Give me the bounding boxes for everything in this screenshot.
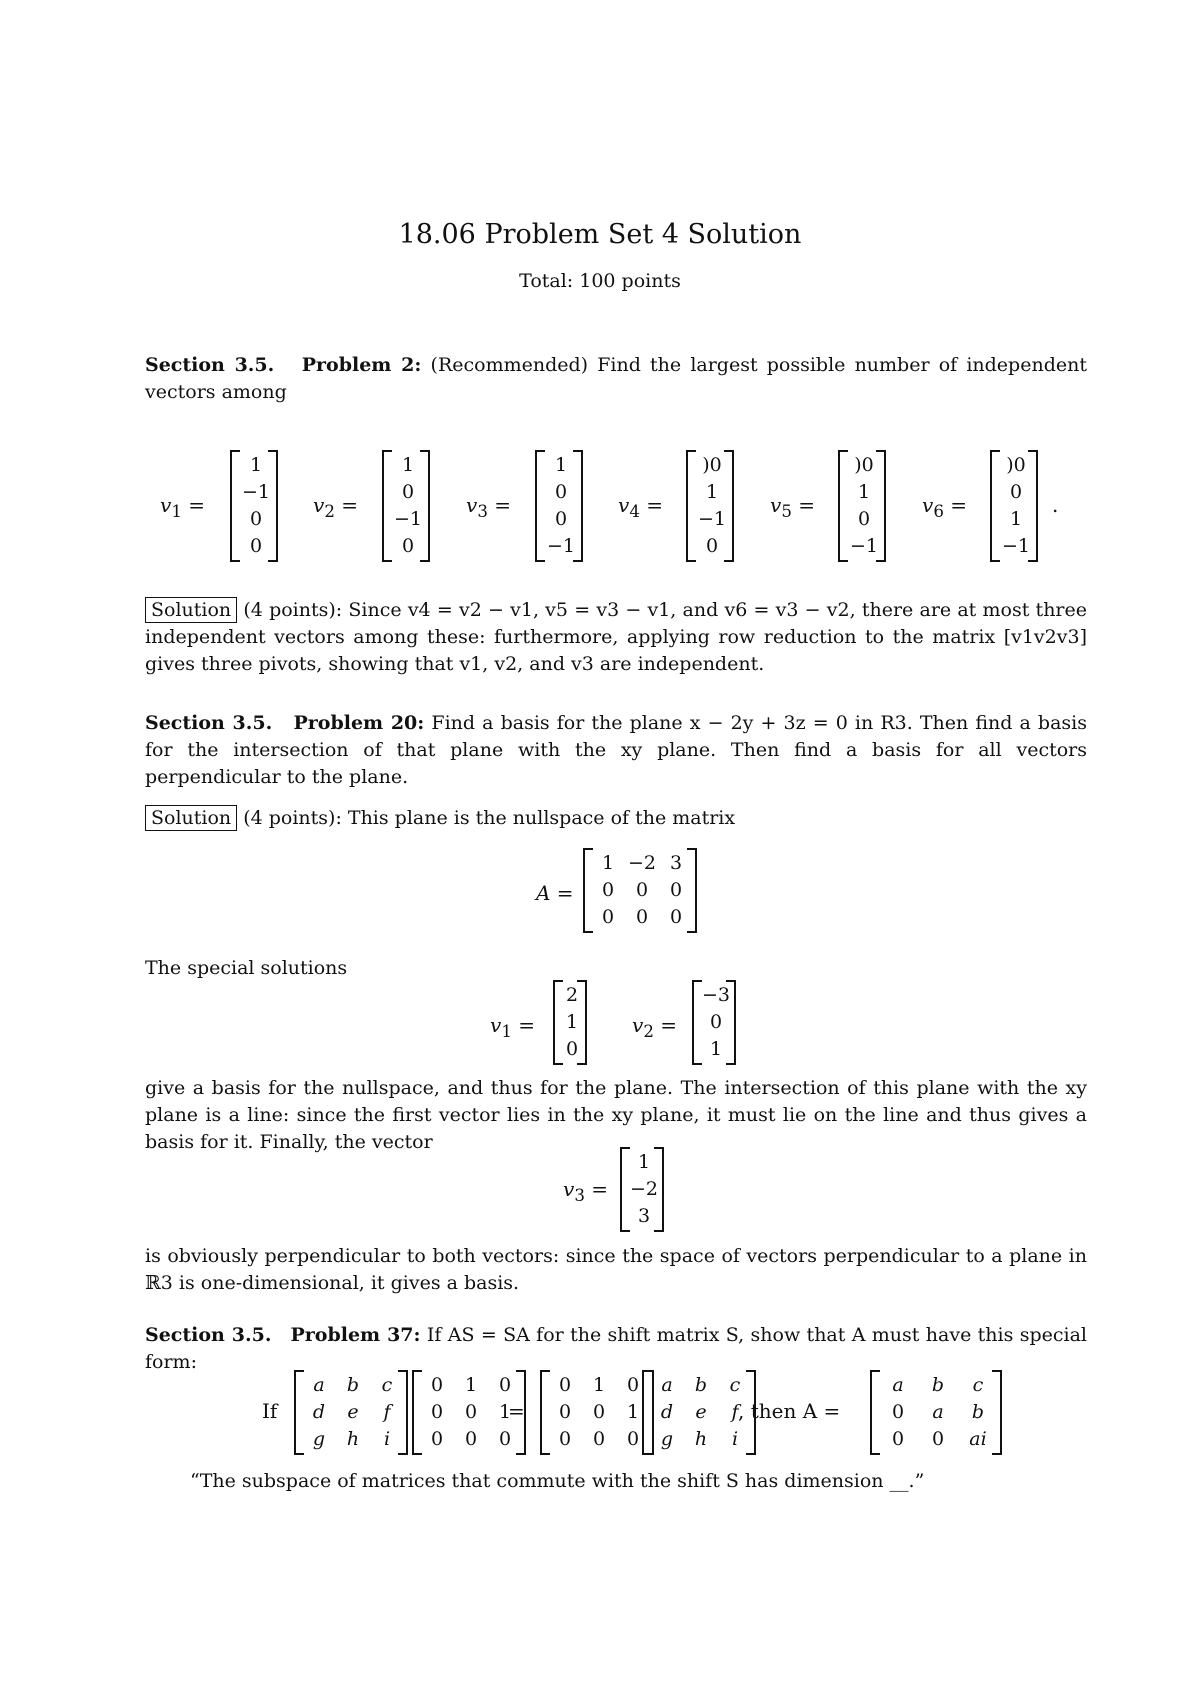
- bracket-tick: [726, 1063, 734, 1065]
- special-solutions-text: The special solutions: [145, 957, 348, 979]
- page-subtitle: Total: 100 points: [519, 270, 681, 292]
- matrix-entry: 0: [635, 879, 649, 901]
- problem-label: Problem 2:: [301, 354, 422, 376]
- vector-v4: [686, 450, 734, 562]
- bracket-tick: [296, 1453, 304, 1455]
- vector-v1: [553, 980, 587, 1065]
- matrix-entry: 0: [464, 1428, 478, 1450]
- solution-label: Solution: [145, 597, 237, 623]
- matrix-entry: a: [892, 1374, 904, 1396]
- matrix-entry: 0: [626, 1428, 640, 1450]
- matrix-entry: g: [312, 1428, 326, 1450]
- matrix-entry: 0: [709, 1011, 723, 1033]
- matrix-entry: 1: [592, 1374, 606, 1396]
- matrix-entry: −3: [701, 984, 730, 1006]
- vector-v2: [692, 980, 736, 1065]
- matrix-entry: −1: [546, 535, 575, 557]
- bracket-tick: [414, 1453, 422, 1455]
- matrix-entry: 0: [601, 879, 615, 901]
- matrix-entry: f: [731, 1401, 739, 1423]
- period: .: [1052, 493, 1059, 517]
- matrix-entry: −1: [1001, 535, 1030, 557]
- bracket-tick: [577, 1063, 585, 1065]
- problem-20-solution: [145, 805, 1087, 832]
- matrix-a-label: A =: [536, 881, 574, 905]
- vector-label-v4: $v_4$ =: [618, 493, 664, 521]
- matrix-entry: 0: [705, 535, 719, 557]
- vector-label-v3: $v_3$ =: [466, 493, 512, 521]
- matrix-entry: 1: [249, 454, 263, 476]
- matrix-entry: 0: [635, 906, 649, 928]
- matrix-entry: 1: [1009, 508, 1023, 530]
- bracket-tick: [516, 1453, 524, 1455]
- bracket-tick: [420, 560, 428, 562]
- matrix-entry: 0: [430, 1428, 444, 1450]
- matrix-entry: )0: [702, 454, 722, 476]
- section-label: Section 3.5.: [145, 1324, 272, 1346]
- matrix-entry: 0: [891, 1428, 905, 1450]
- matrix-entry: −1: [241, 481, 270, 503]
- matrix-entry: 0: [626, 1374, 640, 1396]
- matrix-entry: e: [347, 1401, 359, 1423]
- matrix-a: [583, 848, 697, 933]
- matrix-entry: −1: [849, 535, 878, 557]
- bracket-tick: [746, 1453, 754, 1455]
- matrix-entry: 0: [891, 1401, 905, 1423]
- matrix-entry: 0: [554, 481, 568, 503]
- section-label: Section 3.5.: [145, 354, 275, 376]
- matrix-entry: a: [661, 1374, 673, 1396]
- problem-text: (Recommended) Find the largest possible number of independent vectors among: [145, 354, 1087, 403]
- bracket-tick: [542, 1453, 550, 1455]
- matrix-entry: c: [972, 1374, 984, 1396]
- matrix-entry: ai: [969, 1428, 987, 1450]
- matrix-entry: −1: [697, 508, 726, 530]
- matrix-entry: 0: [249, 535, 263, 557]
- matrix-entry: 0: [601, 906, 615, 928]
- matrix-entry: 0: [558, 1401, 572, 1423]
- matrix-entry: a: [313, 1374, 325, 1396]
- commute-quote: “The subspace of matrices that commute with the shift S has dimension __.”: [190, 1470, 925, 1492]
- matrix-entry: 0: [592, 1428, 606, 1450]
- bracket-tick: [1028, 560, 1036, 562]
- matrix-entry: 0: [430, 1401, 444, 1423]
- matrix-entry: 0: [558, 1374, 572, 1396]
- bracket-tick: [654, 1230, 662, 1232]
- vector-v6: [990, 450, 1038, 562]
- bracket-tick: [555, 1063, 563, 1065]
- bracket-tick: [688, 560, 696, 562]
- bracket-tick: [384, 560, 392, 562]
- matrix-entry: b: [931, 1374, 945, 1396]
- vector-v5: [838, 450, 886, 562]
- matrix-entry: b: [971, 1401, 985, 1423]
- bracket-tick: [537, 560, 545, 562]
- matrix-entry: 0: [592, 1401, 606, 1423]
- bracket-tick: [872, 1453, 880, 1455]
- matrix-entry: 3: [637, 1205, 651, 1227]
- matrix-entry: i: [731, 1428, 739, 1450]
- matrix-a-form: [870, 1370, 1002, 1455]
- matrix-entry: 1: [626, 1401, 640, 1423]
- v1-label: $v_1$ =: [490, 1013, 536, 1041]
- problem-2-solution: [145, 597, 1087, 678]
- bracket-tick: [694, 1063, 702, 1065]
- section-label: Section 3.5.: [145, 712, 273, 734]
- matrix-entry: 0: [430, 1374, 444, 1396]
- matrix-entry: 0: [669, 879, 683, 901]
- matrix-entry: 1: [554, 454, 568, 476]
- vector-label-v1: $v_1$ =: [160, 493, 206, 521]
- problem-label: Problem 37:: [290, 1324, 421, 1346]
- solution-text: (4 points): This plane is the nullspace of the matrix: [243, 807, 736, 829]
- matrix-entry: 0: [401, 535, 415, 557]
- matrix-entry: 2: [565, 984, 579, 1006]
- matrix-entry: −2: [627, 852, 656, 874]
- matrix-entry: )0: [854, 454, 874, 476]
- bracket-tick: [585, 931, 593, 933]
- matrix-entry: h: [346, 1428, 360, 1450]
- v3-label: $v_3$ =: [563, 1177, 609, 1205]
- matrix-entry: 0: [249, 508, 263, 530]
- matrix-entry: 1: [709, 1038, 723, 1060]
- matrix-entry: 1: [705, 481, 719, 503]
- matrix-entry: )0: [1006, 454, 1026, 476]
- matrix-entry: f: [383, 1401, 391, 1423]
- matrix-entry: 1: [601, 852, 615, 874]
- problem-20-text-3: is obviously perpendicular to both vectors: since the space of vectors perpendicular to a plane in ℝ3 is one-dimensional, it gives a basis.: [145, 1245, 1087, 1294]
- matrix-entry: 0: [558, 1428, 572, 1450]
- vector-v3: [620, 1147, 664, 1232]
- solution-text: (4 points): Since v4 = v2 − v1, v5 = v3 − v1, and v6 = v3 − v2, there are at most three independent vectors among these: furthermore, applying row reduction to the matrix [v1v2v3] gives three pivots, showing that v1, v2, and v3 are independent.: [145, 599, 1087, 675]
- matrix-entry: i: [383, 1428, 391, 1450]
- vector-label-v6: $v_6$ =: [922, 493, 968, 521]
- matrix-entry: 1: [637, 1151, 651, 1173]
- bracket-tick: [687, 931, 695, 933]
- problem-text: If AS = SA for the shift matrix S, show that A must have this special form:: [145, 1324, 1087, 1373]
- matrix-entry: d: [312, 1401, 326, 1423]
- problem-text: Find a basis for the plane x − 2y + 3z = 0 in R3. Then find a basis for the intersection of that plane with the xy plane. Then find a basis for all vectors perpendicular to the plane.: [145, 712, 1087, 788]
- matrix-entry: c: [381, 1374, 393, 1396]
- problem-2-statement: [145, 352, 1087, 406]
- matrix-entry: −2: [629, 1178, 658, 1200]
- matrix-entry: h: [694, 1428, 708, 1450]
- vector-v2: [382, 450, 430, 562]
- matrix-entry: g: [660, 1428, 674, 1450]
- bracket-tick: [232, 560, 240, 562]
- page-title: 18.06 Problem Set 4 Solution: [398, 219, 802, 250]
- bracket-tick: [992, 560, 1000, 562]
- bracket-tick: [398, 1453, 406, 1455]
- bracket-tick: [644, 1453, 652, 1455]
- problem-20-statement: [145, 710, 1087, 791]
- equals-sign: =: [508, 1399, 525, 1423]
- matrix-entry: 0: [1009, 481, 1023, 503]
- matrix-entry: c: [729, 1374, 741, 1396]
- matrix-entry: 1: [464, 1374, 478, 1396]
- matrix-entry: 0: [565, 1038, 579, 1060]
- bracket-tick: [268, 560, 276, 562]
- if-label: If: [262, 1399, 278, 1423]
- matrix-entry: 0: [554, 508, 568, 530]
- matrix-entry: 3: [669, 852, 683, 874]
- matrix-entry: 1: [565, 1011, 579, 1033]
- matrix-entry: d: [660, 1401, 674, 1423]
- matrix-abc: [294, 1370, 408, 1455]
- bracket-tick: [840, 560, 848, 562]
- vector-label-v2: $v_2$ =: [313, 493, 359, 521]
- bracket-tick: [724, 560, 732, 562]
- matrix-shift-2: [540, 1370, 654, 1455]
- matrix-entry: b: [346, 1374, 360, 1396]
- matrix-entry: 0: [498, 1428, 512, 1450]
- matrix-entry: 1: [498, 1401, 512, 1423]
- matrix-entry: 0: [498, 1374, 512, 1396]
- bracket-tick: [876, 560, 884, 562]
- then-label: , then A =: [738, 1399, 841, 1423]
- bracket-tick: [992, 1453, 1000, 1455]
- matrix-entry: e: [695, 1401, 707, 1423]
- matrix-entry: −1: [393, 508, 422, 530]
- problem-37-statement: [145, 1322, 1087, 1376]
- matrix-entry: a: [932, 1401, 944, 1423]
- problem-20-text-2: give a basis for the nullspace, and thus for the plane. The intersection of this plane with the xy plane is a line: since the first vector lies in the xy plane, it must lie on the line and thus gives a basis for it. Finally, the vector: [145, 1077, 1087, 1153]
- solution-label: Solution: [145, 805, 237, 831]
- matrix-entry: 0: [464, 1401, 478, 1423]
- matrix-entry: 0: [669, 906, 683, 928]
- v2-label: $v_2$ =: [632, 1013, 678, 1041]
- vector-label-v5: $v_5$ =: [770, 493, 816, 521]
- vector-v3: [535, 450, 583, 562]
- matrix-entry: 0: [401, 481, 415, 503]
- vector-v1: [230, 450, 278, 562]
- matrix-entry: 0: [857, 508, 871, 530]
- bracket-tick: [622, 1230, 630, 1232]
- problem-label: Problem 20:: [293, 712, 425, 734]
- bracket-tick: [573, 560, 581, 562]
- matrix-entry: 1: [857, 481, 871, 503]
- matrix-entry: 1: [401, 454, 415, 476]
- matrix-entry: b: [694, 1374, 708, 1396]
- matrix-entry: 0: [931, 1428, 945, 1450]
